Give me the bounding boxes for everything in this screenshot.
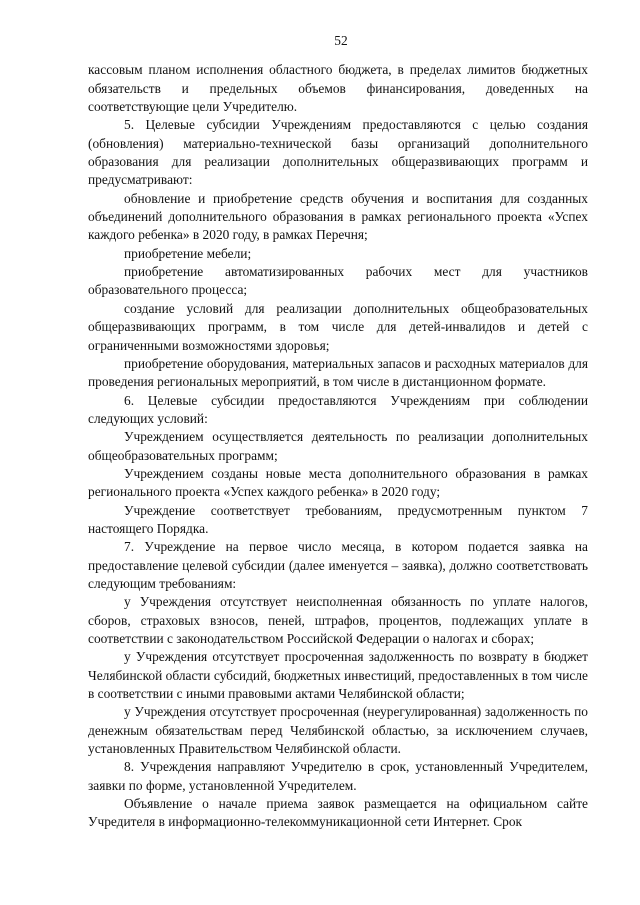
- paragraph: 8. Учреждения направляют Учредителю в срок, установленный Учредителем, заявки по форме, установленной Учредителем.: [88, 759, 588, 793]
- page-number: 52: [334, 33, 348, 48]
- paragraph: создание условий для реализации дополнительных общеобразовательных общеразвивающих программ, в том числе для детей-инвалидов и детей с ограниченными возможностями здоровья;: [88, 300, 588, 353]
- paragraph: у Учреждения отсутствует просроченная задолженность по возврату в бюджет Челябинской области субсидий, бюджетных инвестиций, предоставленных в том числе в соответствии с иными правовыми актами Челябинской области;: [88, 649, 588, 702]
- paragraph: 6. Целевые субсидии предоставляются Учреждениям при соблюдении следующих условий:: [88, 392, 588, 426]
- paragraph: обновление и приобретение средств обучения и воспитания для созданных объединений дополнительного образования в рамках регионального проекта «Успех каждого ребенка» в 2020 году, в рамках Перечня;: [88, 190, 588, 243]
- paragraph: Учреждением созданы новые места дополнительного образования в рамках регионального проекта «Успех каждого ребенка» в 2020 году;: [88, 465, 588, 500]
- paragraph: приобретение мебели;: [124, 245, 252, 261]
- paragraph: Учреждением осуществляется деятельность по реализации дополнительных общеобразовательных программ;: [88, 429, 588, 463]
- paragraph: у Учреждения отсутствует неисполненная обязанность по уплате налогов, сборов, страховых взносов, пеней, штрафов, процентов, подлежащих уплате в соответствии с законодательством Российской Федерации о налогах и сборах;: [88, 594, 588, 646]
- paragraph: Объявление о начале приема заявок размещается на официальном сайте Учредителя в информационно-телекоммуникационной сети Интернет. Срок: [88, 796, 588, 830]
- document-body: [88, 61, 588, 831]
- paragraph: у Учреждения отсутствует просроченная (неурегулированная) задолженность по денежным обязательствам перед Челябинской областью, за исключением случаев, установленных Правительством Челябинской области.: [88, 704, 588, 757]
- paragraph: кассовым планом исполнения областного бюджета, в пределах лимитов бюджетных обязательств и предельных объемов финансирования, доведенных на соответствующие цели Учредителю.: [88, 62, 588, 115]
- document-page: [88, 32, 588, 832]
- paragraph: 5. Целевые субсидии Учреждениям предоставляются с целью создания (обновления) материально-технической базы организаций дополнительного образования для реализации дополнительных общеразвивающих программ и предусматривают:: [88, 117, 588, 188]
- paragraph: 7. Учреждение на первое число месяца, в котором подается заявка на предоставление целевой субсидии (далее именуется – заявка), должно соответствовать следующим требованиям:: [88, 539, 588, 591]
- paragraph: Учреждение соответствует требованиям, предусмотренным пунктом 7 настоящего Порядка.: [88, 502, 588, 536]
- paragraph: приобретение автоматизированных рабочих мест для участников образовательного процесса;: [88, 264, 588, 298]
- paragraph: приобретение оборудования, материальных запасов и расходных материалов для проведения региональных мероприятий, в том числе в дистанционном формате.: [88, 355, 588, 390]
